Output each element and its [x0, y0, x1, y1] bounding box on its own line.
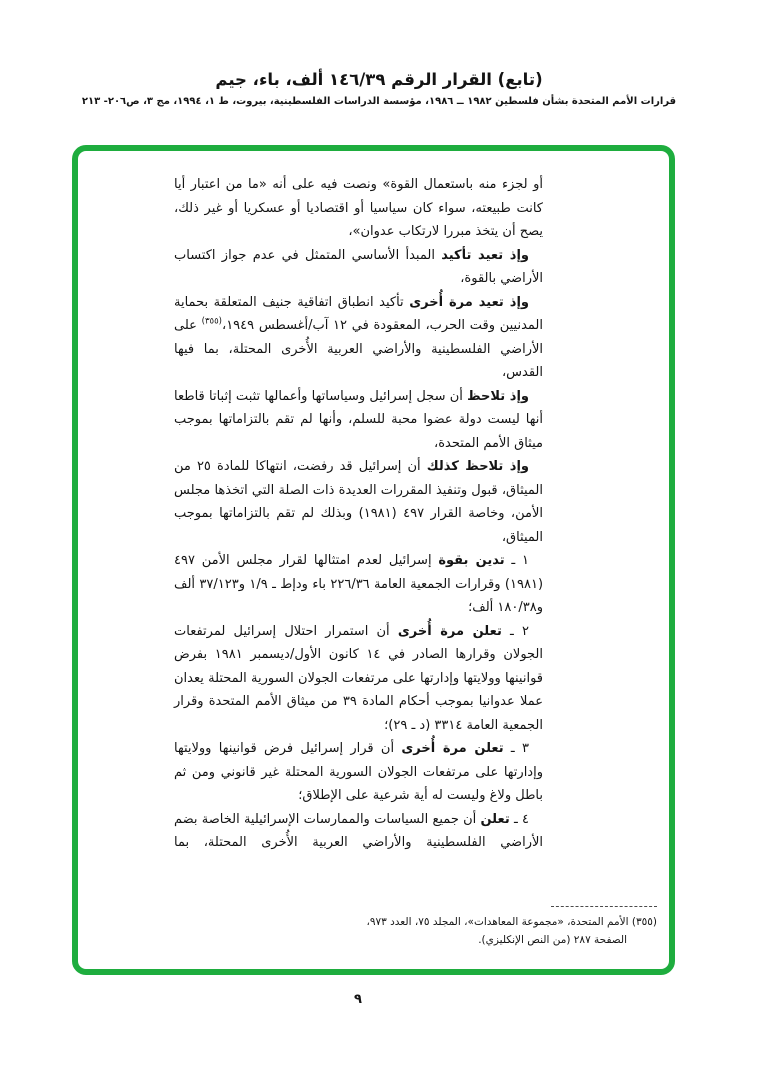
footnote-line-2: الصفحة ٢٨٧ (من النص الإنكليزي).: [478, 934, 627, 946]
paragraph: ٣ ـ تعلن مرة أُخرى أن قرار إسرائيل فرض قوانينها وولايتها وإدارتها على مرتفعات الجولان السورية المحتلة غير قانوني ومن ثم باطل ولاغ وليست له أية شرعية على الإطلاق؛: [174, 741, 543, 803]
paragraph: ٢ ـ تعلن مرة أُخرى أن استمرار احتلال إسرائيل لمرتفعات الجولان وقرارها الصادر في ١٤ كانون الأول/ديسمبر ١٩٨١ بفرض قوانينها وولايتها وإدارتها على مرتفعات الجولان السورية المحتلة يعدان عملا عدوانيا بموجب أحكام المادة ٣٩ من ميثاق الأمم المتحدة وقرار الجمعية العامة ٣٣١٤ (د ـ ٢٩)؛: [174, 623, 543, 733]
resolution-title: (تابع) القرار الرقم ١٤٦/٣٩ ألف، باء، جيم: [215, 70, 543, 89]
paragraph: وإذ تلاحظ أن سجل إسرائيل وسياساتها وأعمالها تثبت إثباتا قاطعا أنها ليست دولة عضوا محبة للسلم، وأنها لم تقم بالتزاماتها بموجب ميثاق الأمم المتحدة،: [174, 388, 543, 451]
source-citation: قرارات الأمم المتحدة بشأن فلسطين ١٩٨٢ ــ ١٩٨٦، مؤسسة الدراسات الفلسطينية، بيروت، ط ١، ١٩٩٤، مج ٣، ص٢٠٦- ٢١٣: [81, 96, 677, 107]
paragraph: وإذ تلاحظ كذلك أن إسرائيل قد رفضت، انتهاكا للمادة ٢٥ من الميثاق، قبول وتنفيذ المقررات العديدة ذات الصلة التي اتخذها مجلس الأمن، وخاصة القرار ٤٩٧ (١٩٨١) وبذلك لم تقم بالتزاماتها بموجب الميثاق،: [174, 459, 543, 545]
paragraph: وإذ تعيد تأكيد المبدأ الأساسي المتمثل في عدم جواز اكتساب الأراضي بالقوة،: [174, 247, 543, 286]
paragraph: أو لجزء منه باستعمال القوة» ونصت فيه على أنه «ما من اعتبار أيا كانت طبيعته، سواء كان سياسيا أو اقتصاديا أو عسكريا أو غير ذلك، يصح أن يتخذ مبررا لارتكاب عدوان»،: [174, 177, 543, 239]
paragraph: وإذ تعيد مرة أُخرى تأكيد انطباق اتفاقية جنيف المتعلقة بحماية المدنيين وقت الحرب، المعقودة في ١٢ آب/أغسطس ١٩٤٩،$^{(٣٥٥)}$ على الأراضي الفلسطينية والأراضي العربية الأُخرى المحتلة، بما فيها القدس،: [174, 294, 543, 380]
paragraph: ٤ ـ تعلن أن جميع السياسات والممارسات الإسرائيلية الخاصة بضم الأراضي الفلسطينية والأراضي العربية الأُخرى المحتلة، بما: [174, 811, 543, 850]
page-number: ٩: [354, 992, 362, 1007]
footnote-line-1: (٣٥٥) الأمم المتحدة، «مجموعة المعاهدات»، المجلد ٧٥، العدد ٩٧٣،: [366, 916, 657, 928]
footnote-separator: [551, 906, 657, 907]
page-header: [0, 70, 758, 107]
footnote-ref-marker: (٣٥٥): [201, 316, 222, 327]
resolution-body: [174, 173, 543, 855]
paragraph: ١ ـ تدين بقوة إسرائيل لعدم امتثالها لقرار مجلس الأمن ٤٩٧ (١٩٨١) وقرارات الجمعية العامة ٢٢٦/٣٦ باء ودإط ـ ١/٩ و٣٧/١٢٣ ألف و١٨٠/٣٨ ألف؛: [174, 553, 544, 615]
footnote-block: [366, 906, 657, 949]
highlight-frame: [72, 145, 675, 975]
